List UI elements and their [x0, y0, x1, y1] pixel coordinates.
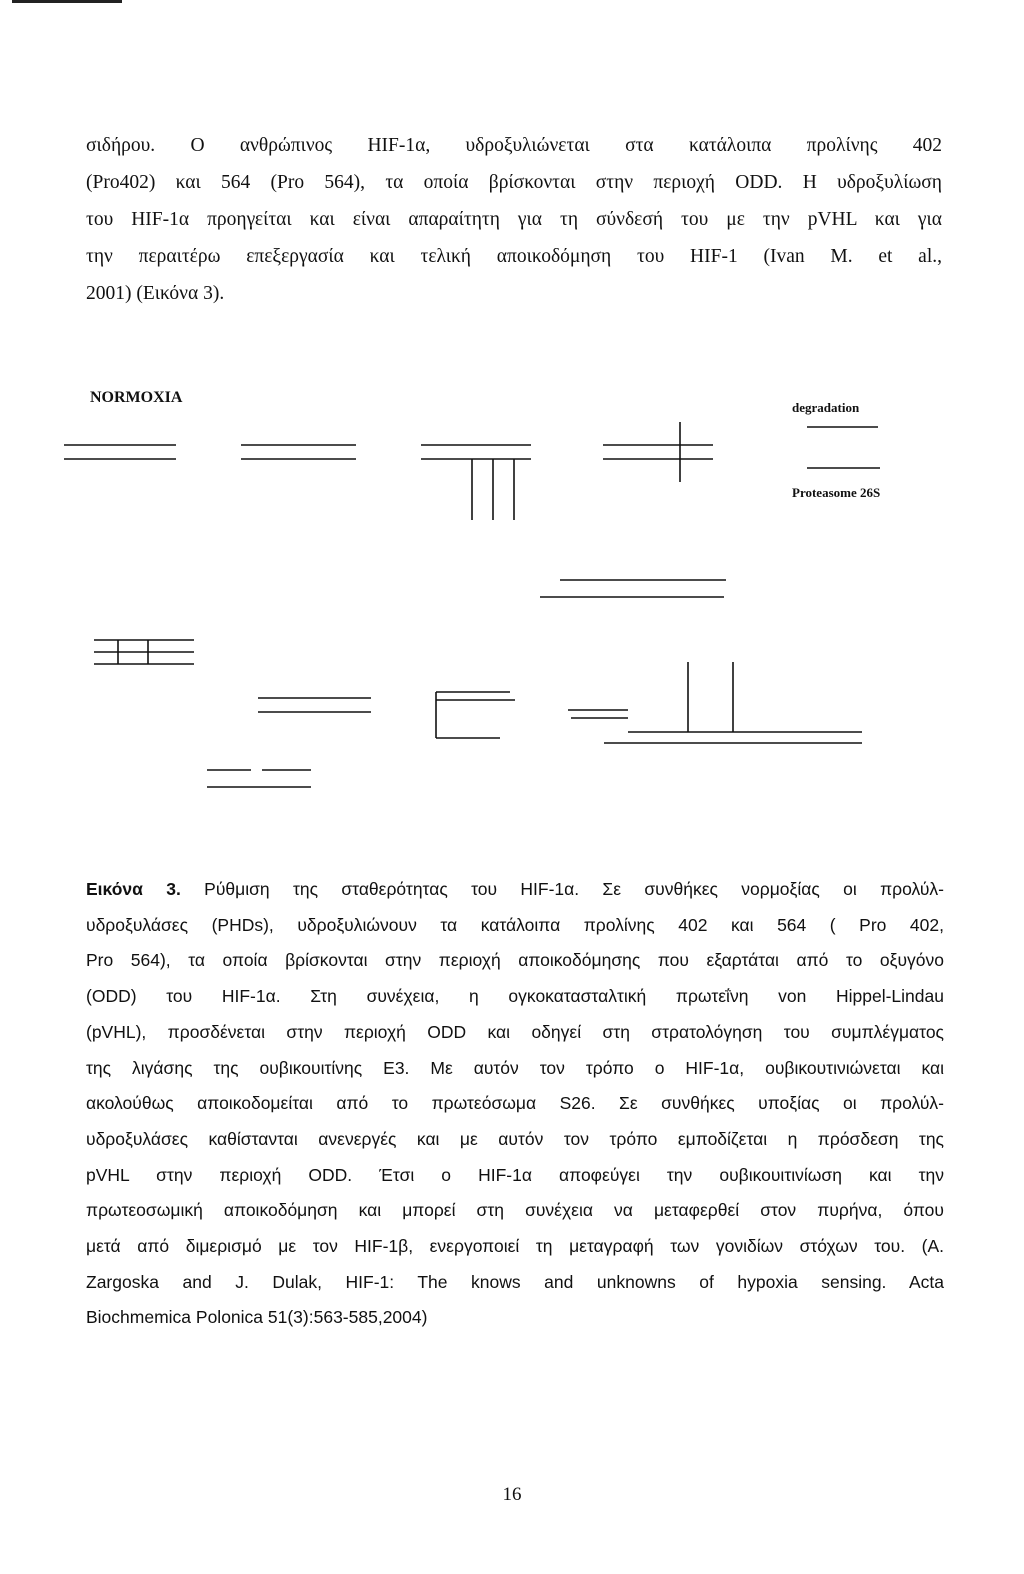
- caption-line: Ρύθμιση της σταθερότητας του HIF-1α. Σε συνθήκες νορμοξίας οι προλύλ-: [204, 879, 944, 899]
- caption-line: Pro 564), τα οποία βρίσκονται στην περιοχή αποικοδόμησης που εξαρτάται από το οξυγόνο: [86, 950, 944, 971]
- degradation-label: degradation: [792, 400, 860, 415]
- caption-line: της λιγάσης της ουβικουιτίνης E3. Με αυτόν τον τρόπο ο HIF-1α, ουβικουτινιώνεται και: [86, 1057, 944, 1078]
- body-line: (Pro402) και 564 (Pro 564), τα οποία βρίσκονται στην περιοχή ODD. Η υδροξυλίωση: [86, 172, 942, 193]
- caption-line: Biochmemica Polonica 51(3):563-585,2004): [86, 1307, 428, 1328]
- caption-line: πρωτεοσωμική αποικοδόμηση και μπορεί στη συνέχεια να μεταφερθεί στον πυρήνα, όπου: [86, 1200, 944, 1221]
- caption-line: υδροξυλάσες (PHDs), υδροξυλιώνουν τα κατάλοιπα προλίνης 402 και 564 ( Pro 402,: [86, 914, 944, 935]
- caption-line: ακολούθως αποικοδομείται από το πρωτεόσωμα S26. Σε συνθήκες υποξίας οι προλύλ-: [86, 1093, 944, 1114]
- caption-line: (pVHL), προσδένεται στην περιοχή ODD και οδηγεί στη στρατολόγηση του συμπλέγματος: [86, 1021, 944, 1042]
- body-line: σιδήρου. Ο ανθρώπινος HIF-1α, υδροξυλιώνεται στα κατάλοιπα προλίνης 402: [86, 135, 942, 156]
- diagram-lines: [64, 422, 880, 787]
- caption-line-first: [86, 872, 944, 908]
- body-line: 2001) (Εικόνα 3).: [86, 283, 225, 304]
- page-number: 16: [502, 1484, 522, 1505]
- caption-line: (ODD) του HIF-1α. Στη συνέχεια, η ογκοκατασταλτική πρωτεΐνη von Hippel-Lindau: [86, 986, 944, 1007]
- proteasome-label: Proteasome 26S: [792, 485, 881, 500]
- normoxia-label: NORMOXIA: [90, 389, 183, 406]
- caption-line: μετά από διμερισμό με τον HIF-1β, ενεργοποιεί τη μεταγραφή των γονιδίων στόχων του. (A.: [86, 1236, 944, 1257]
- figure-caption: [86, 872, 944, 1336]
- body-line: του HIF-1α προηγείται και είναι απαραίτητη για τη σύνδεσή του με την pVHL και για: [86, 209, 942, 230]
- caption-line: pVHL στην περιοχή ODD. Έτσι ο HIF-1α αποφεύγει την ουβικουιτινίωση και την: [86, 1164, 944, 1185]
- caption-line: υδροξυλάσες καθίστανται ανενεργές και με αυτόν τον τρόπο εμποδίζεται η πρόσδεση της: [86, 1128, 944, 1149]
- body-line: την περαιτέρω επεξεργασία και τελική αποικοδόμηση του HIF-1 (Ivan M. et al.,: [86, 246, 942, 267]
- caption-line: Zargoska and J. Dulak, HIF-1: The knows and unknowns of hypoxia sensing. Acta: [86, 1271, 944, 1292]
- caption-label: Εικόνα 3.: [86, 879, 181, 899]
